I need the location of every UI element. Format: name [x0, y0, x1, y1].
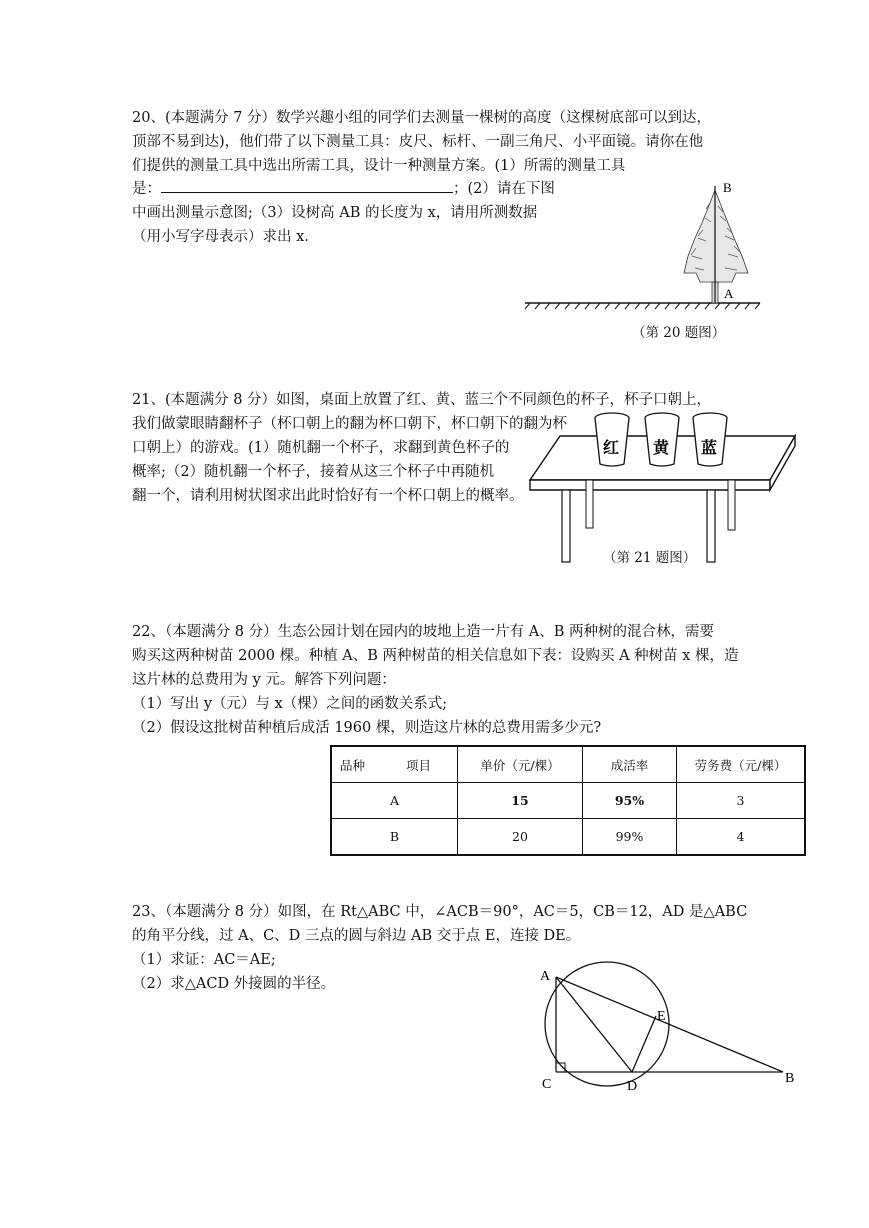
q20-line-6: （用小写字母表示）求出 x. [132, 229, 309, 245]
point-c-label: C [542, 1077, 552, 1092]
q23-line-2: 的角平分线，过 A、C、D 三点的圆与斜边 AB 交于点 E，连接 DE。 [132, 928, 581, 944]
label-a: A [724, 286, 734, 301]
q22-line-1: 22、（本题满分 8 分）生态公园计划在园内的坡地上造一片有 A、B 两种树的混合林，需要 [132, 624, 714, 640]
table-row [331, 819, 805, 856]
q21-line-4: 概率;（2）随机翻一个杯子，接着从这三个杯子中再随机 [132, 464, 495, 480]
point-e-label: E [657, 1009, 666, 1024]
segment-ab [556, 977, 783, 1072]
q22-line-2: 购买这两种树苗 2000 棵。种植 A、B 两种树苗的相关信息如下表：设购买 A 种树苗 x 棵，造 [132, 648, 739, 664]
q20-line-2: 顶部不易到达)，他们带了以下测量工具：皮尺、标杆、一副三角尺、小平面镜。请你在他 [132, 134, 704, 150]
q21-line-2: 我们做蒙眼睛翻杯子（杯口朝上的翻为杯口朝下，杯口朝下的翻为杯 [132, 416, 567, 432]
point-a-label: A [540, 969, 551, 984]
cell-variety: B [331, 819, 458, 856]
cup-label-red: 红 [603, 440, 620, 457]
cell-variety: A [331, 783, 458, 819]
answer-blank[interactable] [161, 178, 453, 193]
ground-hatching [525, 303, 760, 309]
cell-labor: 3 [677, 783, 806, 819]
point-b-label: B [785, 1071, 795, 1086]
table-header-row [331, 746, 805, 783]
table-row [331, 783, 805, 819]
tree [684, 190, 748, 303]
cell-price: 20 [458, 819, 583, 856]
header-item: 项目 [406, 758, 432, 773]
cell-price: 15 [458, 783, 583, 819]
q20-line-4-suffix: ；(2）请在下图 [453, 181, 555, 197]
q23-line-4: （2）求△ACD 外接圆的半径。 [132, 976, 336, 992]
q20-line-3: 们提供的测量工具中选出所需工具，设计一种测量方案。(1）所需的测量工具 [132, 158, 626, 174]
cell-survival: 99% [583, 819, 677, 856]
header-diagonal-cell [331, 746, 458, 783]
q20-caption: （第 20 题图） [632, 325, 726, 341]
q20-line-4-prefix: 是： [132, 181, 161, 197]
q23-line-3: （1）求证：AC＝AE; [132, 952, 276, 968]
cell-survival: 95% [583, 783, 677, 819]
q22-line-4: （1）写出 y（元）与 x（棵）之间的函数关系式; [132, 696, 448, 712]
q22-line-3: 这片林的总费用为 y 元。解答下列问题： [132, 672, 396, 688]
segment-ad [556, 977, 632, 1072]
q23-geometry-figure [520, 955, 810, 1100]
q20-tree-figure [520, 178, 770, 318]
point-d-label: D [627, 1079, 638, 1094]
q20-line-1: 20、(本题满分 7 分）数学兴趣小组的同学们去测量一棵树的高度（这棵树底部可以到达， [132, 110, 712, 126]
q21-line-1: 21、(本题满分 8 分）如图，桌面上放置了红、黄、蓝三个不同颜色的杯子，杯子口朝上， [132, 392, 712, 408]
seedling-table [330, 745, 806, 856]
q21-table-figure [520, 408, 810, 568]
q21-line-5: 翻一个，请利用树状图求出此时恰好有一个杯口朝上的概率。 [132, 488, 524, 504]
q20-line-4 [132, 177, 555, 201]
q20-line-5: 中画出测量示意图;（3）设树高 AB 的长度为 x，请用所测数据 [132, 205, 538, 221]
q23-line-1: 23、（本题满分 8 分）如图，在 Rt△ABC 中，∠ACB＝90°，AC＝5，CB＝12，AD 是△ABC [132, 904, 748, 920]
q22-line-5: （2）假设这批树苗种植后成活 1960 棵，则造这片林的总费用需多少元? [132, 720, 602, 736]
header-labor: 劳务费（元/棵） [677, 746, 806, 783]
segment-de [632, 1016, 656, 1072]
label-b: B [723, 180, 732, 195]
header-survival: 成活率 [583, 746, 677, 783]
q21-caption: （第 21 题图） [603, 550, 697, 566]
cell-labor: 4 [677, 819, 806, 856]
cup-label-yellow: 黄 [653, 440, 670, 457]
header-price: 单价（元/棵） [458, 746, 583, 783]
q21-line-3: 口朝上）的游戏。(1）随机翻一个杯子，求翻到黄色杯子的 [132, 440, 510, 456]
header-variety: 品种 [340, 758, 366, 773]
cup-label-blue: 蓝 [701, 440, 718, 457]
